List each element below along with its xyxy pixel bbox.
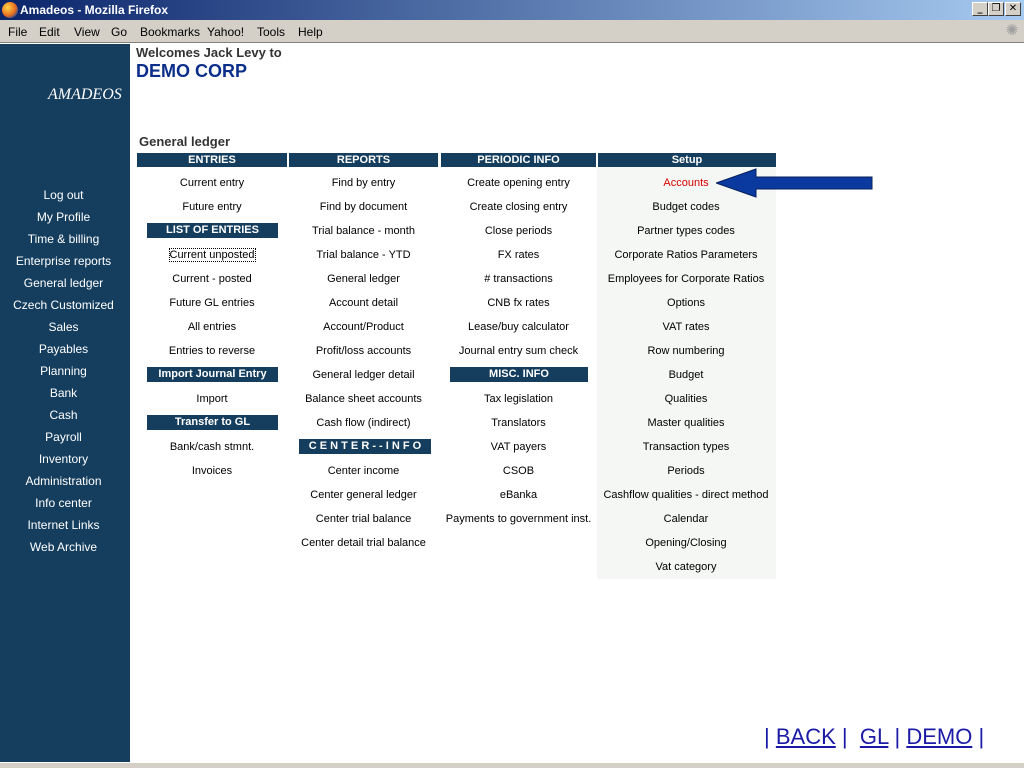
- link-cnb-fx-rates[interactable]: CNB fx rates: [487, 297, 550, 309]
- link-center-general-ledger[interactable]: Center general ledger: [310, 489, 417, 501]
- sidebar-link-log-out[interactable]: Log out: [43, 188, 84, 202]
- menu-bar: [0, 20, 1024, 43]
- sidebar-link-info-center[interactable]: Info center: [35, 496, 92, 510]
- link-create-opening-entry[interactable]: Create opening entry: [467, 177, 570, 189]
- demo-link[interactable]: DEMO: [906, 724, 973, 749]
- link-transaction-types[interactable]: Transaction types: [642, 441, 730, 453]
- link-corporate-ratios-parameters[interactable]: Corporate Ratios Parameters: [614, 249, 758, 261]
- window-title: Amadeos - Mozilla Firefox: [20, 3, 169, 17]
- sidebar-link-payables[interactable]: Payables: [38, 342, 89, 356]
- back-link[interactable]: BACK: [775, 724, 836, 749]
- link-future-entry[interactable]: Future entry: [182, 201, 242, 213]
- throbber-icon: ✺: [1005, 22, 1019, 39]
- link-payments-to-government[interactable]: Payments to government inst.: [445, 513, 592, 525]
- restore-button[interactable]: ❐: [988, 2, 1004, 16]
- col-header-setup: Setup: [598, 153, 776, 167]
- sidebar-link-czech-customized[interactable]: Czech Customized: [13, 298, 114, 312]
- footer-separator: |: [978, 724, 985, 749]
- link-cash-flow-indirect[interactable]: Cash flow (indirect): [316, 417, 411, 429]
- sidebar-link-administration[interactable]: Administration: [25, 474, 102, 488]
- welcome-text: Welcomes Jack Levy to: [136, 45, 282, 60]
- col-header-reports: REPORTS: [289, 153, 438, 167]
- link-current-unposted[interactable]: [137, 249, 287, 261]
- link-csob[interactable]: CSOB: [502, 465, 535, 477]
- gl-link[interactable]: GL: [859, 724, 889, 749]
- link-center-income[interactable]: Center income: [327, 465, 400, 477]
- footer-separator: |: [841, 724, 848, 749]
- link-calendar[interactable]: Calendar: [663, 513, 709, 525]
- link-translators[interactable]: Translators: [491, 417, 546, 429]
- link-find-by-entry[interactable]: Find by entry: [331, 177, 396, 189]
- link-account-detail[interactable]: Account detail: [328, 297, 399, 309]
- link-options[interactable]: Options: [667, 297, 705, 309]
- menu-tools[interactable]: Tools: [257, 25, 286, 39]
- menu-file[interactable]: File: [8, 25, 28, 39]
- firefox-icon: [2, 2, 18, 18]
- footer-separator: |: [894, 724, 901, 749]
- link-row-numbering[interactable]: Row numbering: [647, 345, 725, 357]
- link-close-periods[interactable]: Close periods: [484, 225, 553, 237]
- sidebar-link-my-profile[interactable]: My Profile: [36, 210, 91, 224]
- link-all-entries[interactable]: All entries: [187, 321, 237, 333]
- menu-view[interactable]: View: [74, 25, 100, 39]
- col-header-entries: ENTRIES: [137, 153, 287, 167]
- link-current-posted[interactable]: Current - posted: [172, 273, 252, 285]
- link-trial-balance-ytd[interactable]: Trial balance - YTD: [316, 249, 411, 261]
- sidebar-link-web-archive[interactable]: Web Archive: [29, 540, 98, 554]
- menu-edit[interactable]: Edit: [39, 25, 60, 39]
- link-ebanka[interactable]: eBanka: [499, 489, 538, 501]
- link-budget[interactable]: Budget: [668, 369, 704, 381]
- company-name: DEMO CORP: [136, 61, 248, 81]
- sidebar-link-payroll[interactable]: Payroll: [45, 430, 82, 444]
- link-vat-category[interactable]: Vat category: [655, 561, 717, 573]
- link-center-detail-trial-balance[interactable]: Center detail trial balance: [301, 537, 426, 549]
- pointer-arrow-icon: [716, 168, 874, 198]
- page-title: General ledger: [139, 134, 231, 149]
- link-general-ledger[interactable]: General ledger: [327, 273, 400, 285]
- minimize-button[interactable]: _: [972, 2, 988, 16]
- link-center-trial-balance[interactable]: Center trial balance: [315, 513, 412, 525]
- sidebar-link-sales[interactable]: Sales: [48, 320, 79, 334]
- link-journal-entry-sum-check[interactable]: Journal entry sum check: [458, 345, 579, 357]
- link-trial-balance-month[interactable]: Trial balance - month: [312, 225, 415, 237]
- menu-yahoo[interactable]: Yahoo!: [207, 25, 245, 39]
- link-current-unposted-label: Current unposted: [169, 249, 255, 261]
- link-partner-types-codes[interactable]: Partner types codes: [637, 225, 735, 237]
- sidebar-link-internet-links[interactable]: Internet Links: [27, 518, 100, 532]
- sidebar-link-inventory[interactable]: Inventory: [38, 452, 89, 466]
- link-general-ledger-detail[interactable]: General ledger detail: [312, 369, 415, 381]
- subheader-transfer-to-gl: Transfer to GL: [147, 415, 278, 430]
- link-create-closing-entry[interactable]: Create closing entry: [469, 201, 568, 213]
- link-current-entry[interactable]: Current entry: [179, 177, 245, 189]
- link-employees-corporate-ratios[interactable]: Employees for Corporate Ratios: [607, 273, 765, 285]
- window-titlebar: [0, 0, 1024, 20]
- subheader-misc-info: MISC. INFO: [450, 367, 588, 382]
- sidebar-link-cash[interactable]: Cash: [49, 408, 78, 422]
- link-future-gl-entries[interactable]: Future GL entries: [169, 297, 255, 309]
- link-periods[interactable]: Periods: [667, 465, 705, 477]
- link-opening-closing[interactable]: Opening/Closing: [645, 537, 727, 549]
- footer-separator: |: [764, 724, 770, 749]
- link-profit-loss-accounts[interactable]: Profit/loss accounts: [315, 345, 412, 357]
- status-bar: [0, 762, 1024, 768]
- col-header-periodic-info: PERIODIC INFO: [441, 153, 596, 167]
- link-bank-cash-stmnt[interactable]: Bank/cash stmnt.: [169, 441, 255, 453]
- link-accounts[interactable]: Accounts: [663, 177, 709, 189]
- link-account-product[interactable]: Account/Product: [323, 321, 404, 333]
- menu-bookmarks[interactable]: Bookmarks: [140, 25, 201, 39]
- link-import[interactable]: Import: [196, 393, 228, 405]
- link-budget-codes[interactable]: Budget codes: [652, 201, 720, 213]
- link-transactions-count[interactable]: # transactions: [484, 273, 553, 285]
- link-tax-legislation[interactable]: Tax legislation: [483, 393, 554, 405]
- sidebar-link-planning[interactable]: Planning: [40, 364, 87, 378]
- subheader-import-journal-entry: Import Journal Entry: [147, 367, 278, 382]
- link-vat-rates[interactable]: VAT rates: [662, 321, 710, 333]
- link-cashflow-qualities[interactable]: Cashflow qualities - direct method: [603, 489, 769, 501]
- link-qualities[interactable]: Qualities: [664, 393, 708, 405]
- link-invoices[interactable]: Invoices: [191, 465, 233, 477]
- footer-nav: [764, 724, 984, 750]
- link-master-qualities[interactable]: Master qualities: [647, 417, 725, 429]
- sidebar-link-general-ledger[interactable]: General ledger: [23, 276, 104, 290]
- amadeos-logo: AMADEOS: [48, 86, 122, 103]
- sidebar-link-time-billing[interactable]: Time & billing: [27, 232, 100, 246]
- link-balance-sheet-accounts[interactable]: Balance sheet accounts: [305, 393, 422, 405]
- link-lease-buy-calculator[interactable]: Lease/buy calculator: [468, 321, 569, 333]
- close-button[interactable]: ✕: [1005, 2, 1021, 16]
- link-find-by-document[interactable]: Find by document: [319, 201, 408, 213]
- menu-help[interactable]: Help: [298, 25, 323, 39]
- sidebar-link-enterprise-reports[interactable]: Enterprise reports: [15, 254, 112, 268]
- link-fx-rates[interactable]: FX rates: [497, 249, 540, 261]
- subheader-center-info: C E N T E R - - I N F O: [299, 439, 431, 454]
- sidebar: [0, 44, 130, 762]
- subheader-list-of-entries: LIST OF ENTRIES: [147, 223, 278, 238]
- menu-go[interactable]: Go: [111, 25, 128, 39]
- link-vat-payers[interactable]: VAT payers: [490, 441, 547, 453]
- link-entries-to-reverse[interactable]: Entries to reverse: [168, 345, 256, 357]
- sidebar-link-bank[interactable]: Bank: [49, 386, 78, 400]
